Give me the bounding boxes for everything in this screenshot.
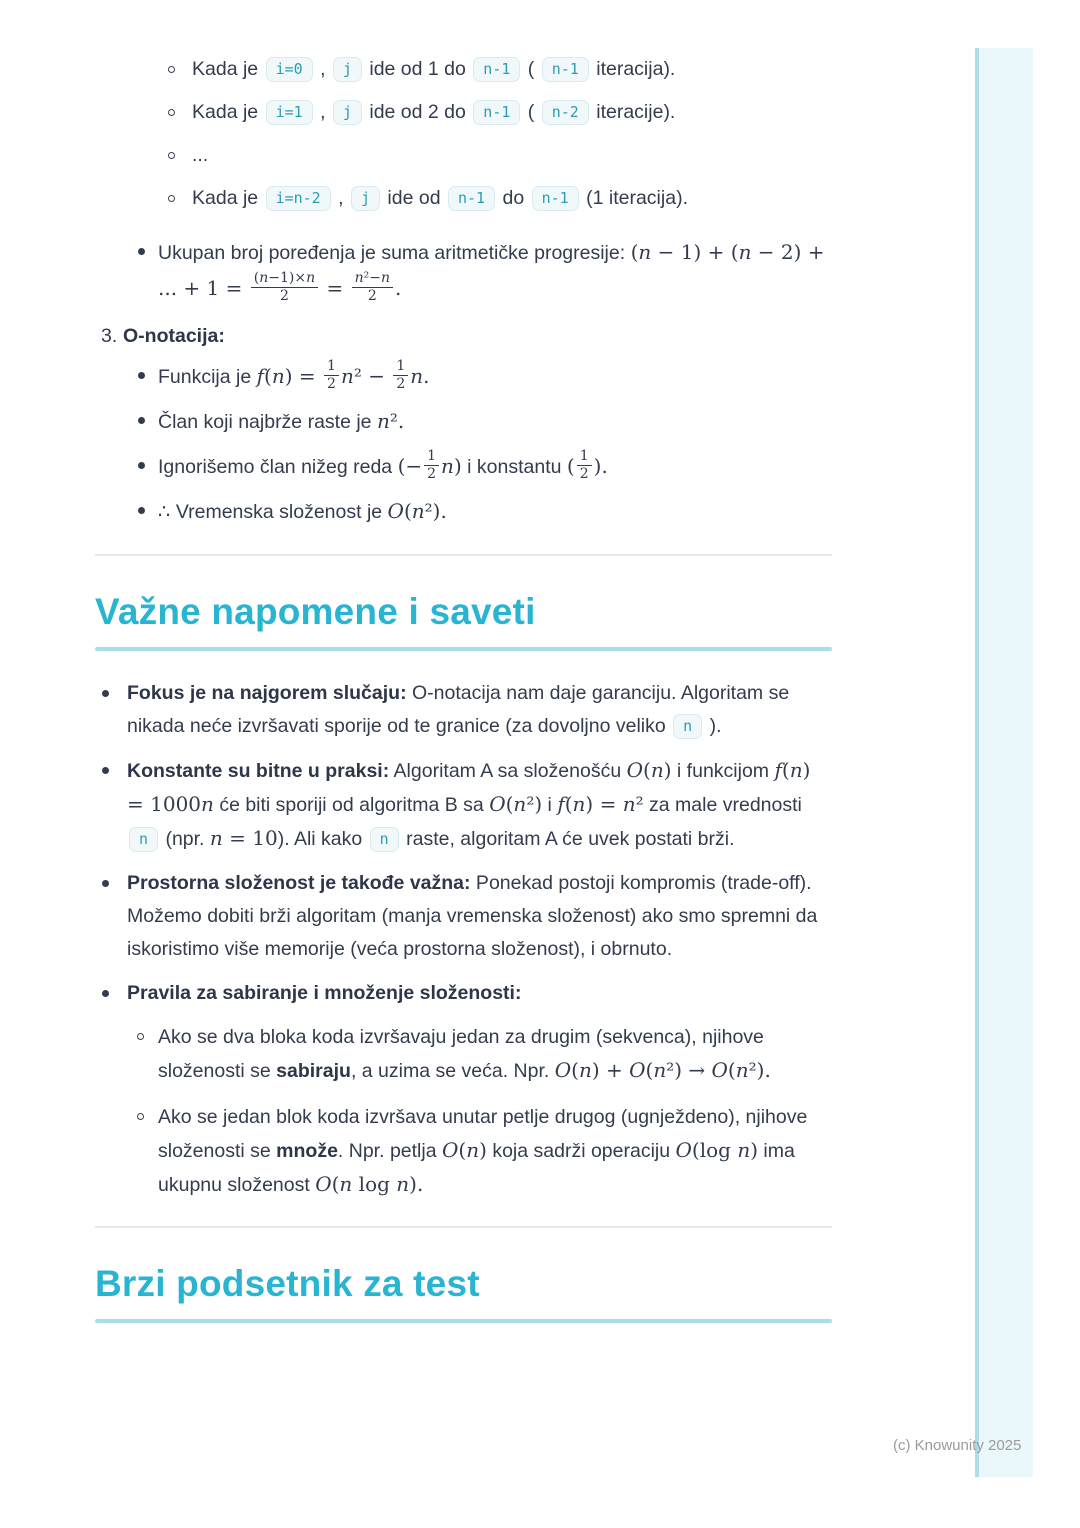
disc-bullet-icon xyxy=(138,372,145,379)
math-text: O(n²) xyxy=(489,792,543,816)
math-fraction: $\frac{1}{2}$ xyxy=(324,359,339,392)
math-text: O(n) xyxy=(626,758,672,782)
math-text: ( xyxy=(566,454,575,478)
math-text: O(n) xyxy=(441,1138,487,1162)
list-item xyxy=(95,754,832,856)
circle-bullet-icon xyxy=(168,109,175,116)
math-text: f(n) = xyxy=(256,364,323,388)
bold-text: Pravila za sabiranje i množenje složenosti: xyxy=(127,982,522,1004)
code-badge: n-1 xyxy=(473,57,520,82)
code-badge: n-1 xyxy=(542,57,589,82)
math-text: O(log n) xyxy=(675,1138,759,1162)
list-item-text: Kada je i=1 , j ide od 2 do n-1 ( n-2 iteracije). xyxy=(192,101,676,123)
list-number: 3. xyxy=(101,325,118,347)
code-badge: j xyxy=(333,57,362,82)
list-item xyxy=(95,140,832,170)
math-text: O(n log n). xyxy=(315,1172,424,1196)
list-item-text: Kada je i=n-2 , j ide od n-1 do n-1 (1 iteracija). xyxy=(192,187,688,209)
list-item xyxy=(95,677,832,743)
list-item xyxy=(95,97,832,127)
circle-bullet-icon xyxy=(168,195,175,202)
disc-bullet-icon xyxy=(102,690,109,697)
bold-text: Prostorna složenost je takođe važna: xyxy=(127,872,471,894)
math-text: f(n) = n² xyxy=(557,792,644,816)
list-item xyxy=(95,183,832,213)
disc-bullet-icon xyxy=(102,990,109,997)
code-badge: n-1 xyxy=(448,186,495,211)
list-item-text: Kada je i=0 , j ide od 1 do n-1 ( n-1 iteracija). xyxy=(192,58,676,80)
list-item xyxy=(95,321,832,351)
o-notation-numbered-item xyxy=(95,321,832,351)
list-item-text: Funkcija je f(n) = $\frac{1}{2}$ n² − $\frac{1}{2}$ n. xyxy=(158,358,430,393)
code-badge: n-1 xyxy=(532,186,579,211)
code-badge: n-2 xyxy=(542,100,589,125)
list-item-text: Ako se jedan blok koda izvršava unutar petlje drugog (ugnježdeno), njihove složenosti se množe. Npr. petlja O(n) koja sadrži operaciju O(log n) ima ukupnu složenost O(n log n). xyxy=(158,1106,808,1196)
math-text: O(n²). xyxy=(387,499,447,523)
heading-underline xyxy=(95,647,832,651)
code-badge: i=0 xyxy=(266,57,313,82)
disc-bullet-icon xyxy=(138,462,145,469)
disc-bullet-icon xyxy=(102,880,109,887)
list-item xyxy=(95,1101,832,1202)
math-fraction: $\frac{1}{2}$ xyxy=(577,449,592,482)
code-badge: i=1 xyxy=(266,100,313,125)
bold-text: O-notacija: xyxy=(123,325,225,347)
list-item-text: Konstante su bitne u praksi: Algoritam A sa složenošću O(n) i funkcijom f(n) = 1000n će biti sporiji od algoritma B sa O(n²) i f(n) = n² za male vrednosti n (npr. n = 10). Ali kako n raste, algoritam A će uvek postati brži. xyxy=(127,758,811,850)
math-text: f(n) = 1000n xyxy=(127,758,811,816)
list-item-text: Ukupan broj poređenja je suma aritmetičke progresije: (n − 1) + (n − 2) + ... + 1 = $\frac{(n-1)\times n}{2}$ = $\frac{\text{n²−n}}{2}$ . xyxy=(158,240,825,305)
code-badge: i=n-2 xyxy=(266,186,331,211)
math-text: (− xyxy=(397,454,423,478)
disc-bullet-icon xyxy=(138,417,145,424)
math-fraction: $\frac{\text{n²−n}}{2}$ xyxy=(352,271,393,304)
math-text: n² − xyxy=(340,364,392,388)
disc-bullet-icon xyxy=(102,767,109,774)
list-item-text: ... xyxy=(192,144,209,166)
notes-bullet-list xyxy=(95,677,832,1010)
list-item xyxy=(95,359,832,395)
math-text: n². xyxy=(376,409,405,433)
code-badge: n xyxy=(673,714,702,739)
list-item-text xyxy=(123,321,832,351)
copyright-notice: (c) Knowunity 2025 xyxy=(893,1437,1022,1454)
math-fraction: $\frac{1}{2}$ xyxy=(424,449,439,482)
list-item-text: Prostorna složenost je takođe važna: Ponekad postoji kompromis (trade-off). Možemo dobiti brži algoritam (manja vremenska složenost) ako smo spremni da iskoristimo više memorije (veća prostorna složenost), i obrnuto. xyxy=(127,872,818,960)
o-notation-points-list xyxy=(95,359,832,530)
section-divider xyxy=(95,554,832,556)
heading-underline xyxy=(95,1319,832,1323)
circle-bullet-icon xyxy=(137,1113,144,1120)
list-item xyxy=(95,977,832,1010)
list-item xyxy=(95,235,832,307)
loop-cases-list xyxy=(95,54,832,213)
bold-text: množe xyxy=(276,1140,338,1162)
math-fraction: $\frac{1}{2}$ xyxy=(393,359,408,392)
circle-bullet-icon xyxy=(168,152,175,159)
math-text: . xyxy=(395,276,402,300)
quick-section-title: Brzi podsetnik za test xyxy=(95,1263,480,1304)
circle-bullet-icon xyxy=(168,66,175,73)
list-item-text xyxy=(127,977,832,1010)
math-fraction: $\frac{(n-1)\times n}{2}$ xyxy=(251,271,318,304)
next-page-edge-strip xyxy=(975,48,1033,1477)
math-text: ). xyxy=(593,454,608,478)
math-text: n = 10 xyxy=(209,826,278,850)
bold-text: Fokus je na najgorem slučaju: xyxy=(127,682,407,704)
math-text: = xyxy=(320,276,350,300)
page-content xyxy=(95,50,832,1323)
math-text: n. xyxy=(410,364,430,388)
list-item xyxy=(95,867,832,966)
list-item-text: Član koji najbrže raste je n². xyxy=(158,409,405,433)
code-badge: n xyxy=(370,827,399,852)
bold-text: sabiraju xyxy=(276,1060,351,1082)
code-badge: n xyxy=(129,827,158,852)
code-badge: n-1 xyxy=(473,100,520,125)
list-item xyxy=(95,1021,832,1088)
rules-sub-list xyxy=(95,1021,832,1202)
list-item xyxy=(95,404,832,440)
list-item-text: ∴ Vremenska složenost je O(n²). xyxy=(158,499,447,523)
sum-progression-list xyxy=(95,235,832,307)
math-text: O(n) + O(n²) → O(n²). xyxy=(554,1058,771,1082)
code-badge: j xyxy=(333,100,362,125)
bold-text: Konstante su bitne u praksi: xyxy=(127,760,390,782)
list-item-text: Fokus je na najgorem slučaju: O-notacija nam daje garanciju. Algoritam se nikada neće izvršavati sporije od te granice (za dovoljno veliko n ). xyxy=(127,682,790,737)
circle-bullet-icon xyxy=(137,1033,144,1040)
disc-bullet-icon xyxy=(138,248,145,255)
disc-bullet-icon xyxy=(138,507,145,514)
list-item xyxy=(95,449,832,485)
list-item-text: Ako se dva bloka koda izvršavaju jedan za drugim (sekvenca), njihove složenosti se sabiraju, a uzima se veća. Npr. O(n) + O(n²) → O(n²). xyxy=(158,1026,771,1082)
notes-section-title: Važne napomene i saveti xyxy=(95,591,536,632)
list-item xyxy=(95,54,832,84)
math-text: n) xyxy=(441,454,462,478)
math-text: (n − 1) + (n − 2) + ... + 1 = xyxy=(158,240,825,300)
list-item-text: Ignorišemo član nižeg reda (− $\frac{1}{2}$ n) i konstantu ( $\frac{1}{2}$ ). xyxy=(158,448,608,483)
section-divider xyxy=(95,1226,832,1228)
code-badge: j xyxy=(351,186,380,211)
list-item xyxy=(95,494,832,530)
